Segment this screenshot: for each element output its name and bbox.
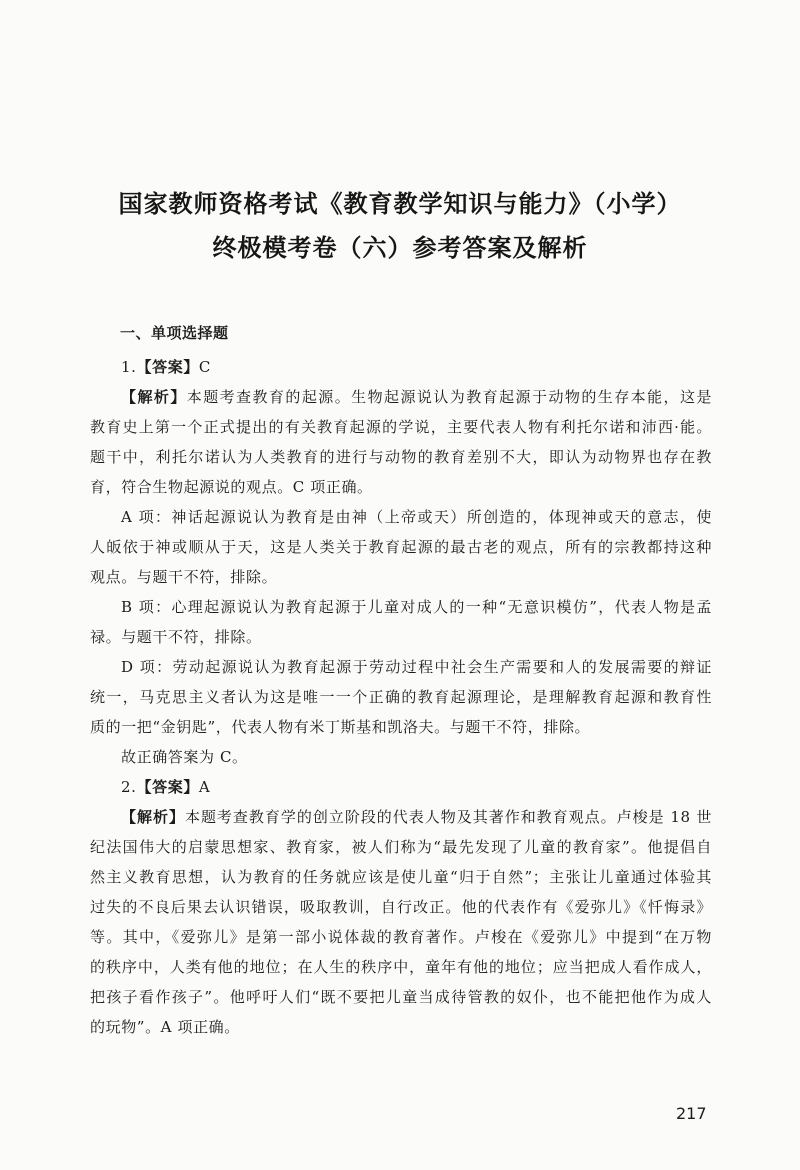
q1-option-d-line: 质的一把“金钥匙”，代表人物有米丁斯基和凯洛夫。与题干不符，排除。: [90, 718, 591, 736]
q2-analysis-line: 然主义教育思想，认为教育的任务就应该是使儿童“归于自然”；主张让儿童通过体验其: [90, 868, 712, 886]
q2-answer-line: [90, 772, 712, 802]
q1-answer-label: 【答案】: [136, 358, 199, 376]
q2-analysis-line: [90, 802, 712, 832]
q1-analysis-label: 【解析】: [121, 388, 187, 406]
q1-answer-value: C: [198, 358, 211, 376]
q1-answer-line: [90, 352, 712, 382]
q2-number: 2.: [121, 778, 137, 796]
q1-option-b-line: B 项：心理起源说认为教育起源于儿童对成人的一种“无意识模仿”，代表人物是孟: [121, 598, 712, 616]
q2-analysis-line: 等。其中，《爱弥儿》是第一部小说体裁的教育著作。卢梭在《爱弥儿》中提到“在万物: [90, 928, 712, 946]
q1-option-d-line: D 项：劳动起源说认为教育起源于劳动过程中社会生产需要和人的发展需要的辩证: [121, 658, 712, 676]
answer-content: [90, 322, 712, 1042]
q2-analysis-line: 把孩子看作孩子”。他呼吁人们“既不要把儿童当成待管教的奴仆，也不能把他作为成人: [90, 988, 712, 1006]
q1-analysis-line: 教育史上第一个正式提出的有关教育起源的学说，主要代表人物有利托尔诺和沛西·能。: [90, 418, 712, 436]
document-title-line-1: 国家教师资格考试《教育教学知识与能力》（小学）: [118, 190, 682, 218]
document-title-line-2: 终极模考卷（六）参考答案及解析: [212, 234, 588, 262]
q2-analysis-line: 的秩序中，人类有他的地位；在人生的秩序中，童年有他的地位；应当把成人看作成人，: [90, 958, 712, 976]
q1-analysis-line: 育，符合生物起源说的观点。C 项正确。: [90, 478, 373, 496]
q1-option-b-line: 禄。与题干不符，排除。: [90, 628, 262, 646]
q2-analysis-line: 的玩物”。A 项正确。: [90, 1018, 240, 1036]
q1-analysis-line: [90, 382, 712, 412]
q1-analysis-line: 题干中，利托尔诺认为人类教育的进行与动物的教育差别不大，即认为动物界也存在教: [90, 448, 712, 466]
q1-option-d-line: 统一，马克思主义者认为这是唯一一个正确的教育起源理论，是理解教育起源和教育性: [90, 688, 712, 706]
q1-number: 1.: [121, 358, 137, 376]
q2-analysis-label: 【解析】: [121, 808, 185, 826]
section-heading: 一、单项选择题: [120, 324, 229, 342]
page-number: 217: [676, 1104, 707, 1123]
q2-analysis-line: 纪法国伟大的启蒙思想家、教育家，被人们称为“最先发现了儿童的教育家”。他提倡自: [90, 838, 712, 856]
q1-option-a-line: A 项：神话起源说认为教育是由神（上帝或天）所创造的，体现神或天的意志，使: [121, 508, 712, 526]
q2-answer-label: 【答案】: [136, 778, 199, 796]
q2-answer-value: A: [198, 778, 211, 796]
q1-option-a-line: 人皈依于神或顺从于天，这是人类关于教育起源的最古老的观点，所有的宗教都持这种: [90, 538, 712, 556]
q2-analysis-line: 过失的不良后果去认识错误，吸取教训，自行改正。他的代表作有《爱弥儿》《忏悔录》: [90, 898, 712, 916]
q1-option-a-line: 观点。与题干不符，排除。: [90, 568, 278, 586]
q2-analysis-text: 本题考查教育学的创立阶段的代表人物及其著作和教育观点。卢梭是 18 世: [184, 808, 712, 826]
q1-analysis-text: 本题考查教育的起源。生物起源说认为教育起源于动物的生存本能，这是: [186, 388, 712, 406]
q1-conclusion: 故正确答案为 C。: [121, 748, 248, 766]
